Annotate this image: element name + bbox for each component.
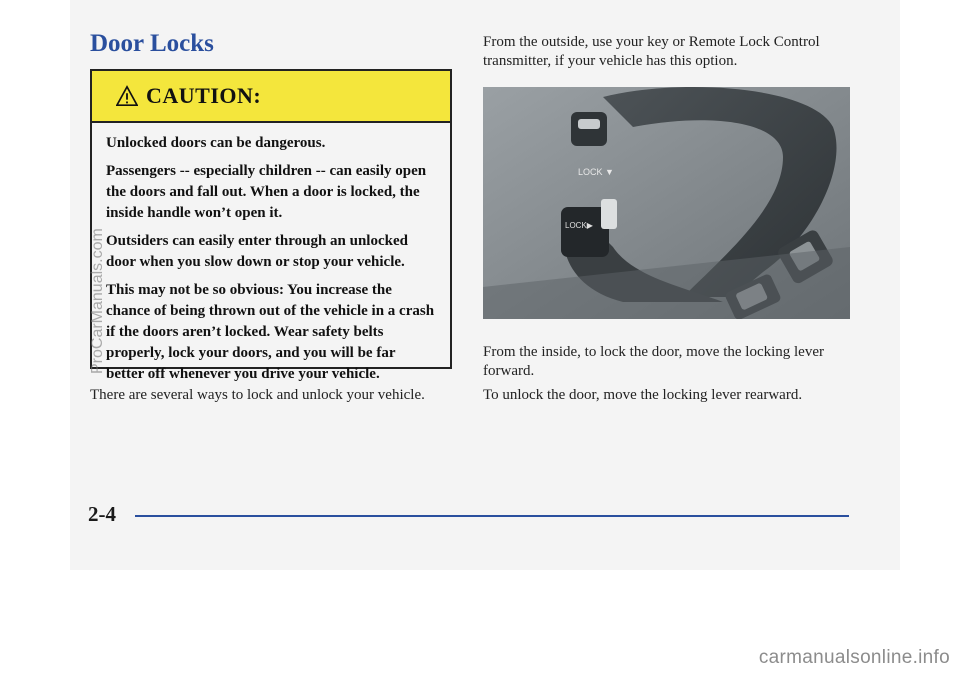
page-number: 2-4 bbox=[88, 502, 116, 526]
caution-box bbox=[90, 69, 452, 382]
inside-lock-paragraph: From the inside, to lock the door, move the locking lever forward. bbox=[483, 344, 824, 379]
lock-label: LOCK ▼ bbox=[578, 167, 614, 177]
caution-body bbox=[92, 123, 450, 385]
page-title: Door Locks bbox=[90, 30, 214, 57]
caution-paragraph: Passengers -- especially children -- can easily open the doors and fall out. When a door is locked, the inside handle won’t open it. bbox=[106, 163, 427, 221]
side-watermark bbox=[86, 184, 106, 374]
lock-methods-text: There are several ways to lock and unlock your vehicle. bbox=[90, 387, 425, 403]
bottom-watermark: carmanualsonline.info bbox=[758, 647, 950, 668]
unlock-text bbox=[483, 386, 863, 405]
door-panel-illustration bbox=[483, 87, 850, 319]
outside-lock-paragraph: From the outside, use your key or Remote Lock Control transmitter, if your vehicle has this option. bbox=[483, 34, 820, 69]
caution-header bbox=[92, 71, 450, 123]
lock-lever-label: LOCK▶ bbox=[565, 221, 593, 230]
outside-lock-text bbox=[483, 33, 863, 71]
caution-paragraph: Unlocked doors can be dangerous. bbox=[106, 135, 326, 151]
inside-lock-text bbox=[483, 343, 843, 381]
door-lock-photo bbox=[483, 87, 850, 319]
unlock-paragraph: To unlock the door, move the locking lever rearward. bbox=[483, 387, 803, 403]
caution-label: CAUTION: bbox=[146, 83, 262, 108]
caution-paragraph: Outsiders can easily enter through an unlocked door when you slow down or stop your vehicle. bbox=[106, 233, 408, 270]
side-watermark-text: ProCarManuals.com bbox=[89, 228, 106, 374]
caution-paragraph: This may not be so obvious: You increase the chance of being thrown out of the vehicle in a crash if the doors aren’t locked. Wear safety belts properly, lock your doors, and you will be far better off whenever you drive your vehicle. bbox=[106, 282, 435, 382]
warning-triangle-icon bbox=[116, 85, 138, 107]
footer-rule bbox=[135, 515, 849, 517]
